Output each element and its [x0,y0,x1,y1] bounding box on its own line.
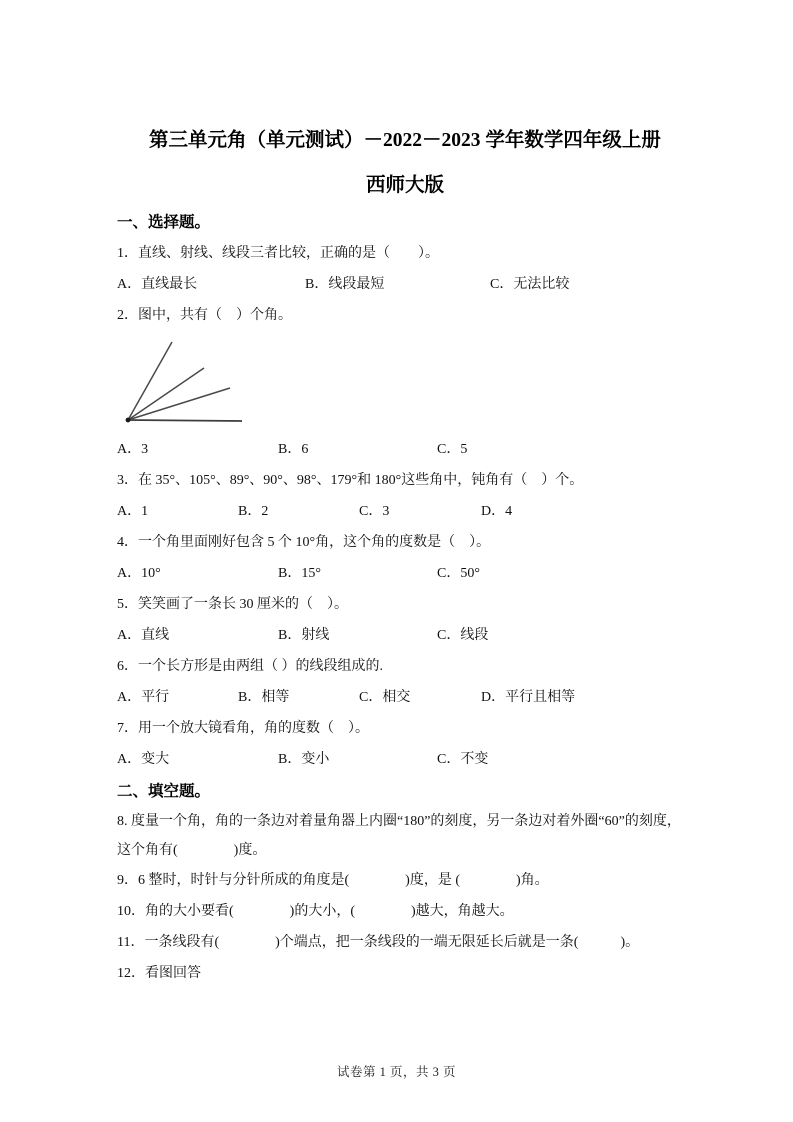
question-5-option-a: A．直线 [117,628,170,643]
question-8-line-1: 8. 度量一个角，角的一条边对着量角器上内圈“180”的刻度，另一条边对着外圈“60”的刻度， [117,814,681,829]
angle-figure-svg [117,336,252,428]
question-2-option-a: A．3 [117,442,149,457]
vertex-dot [126,418,131,423]
question-8-line-2: 这个角有( )度。 [117,843,267,858]
question-6-option-b: B．相等 [238,690,290,705]
question-9-text: 9．6 整时，时针与分针所成的角度是( )度，是 ( )角。 [117,873,549,888]
question-5-option-b: B．射线 [278,628,330,643]
question-4-text: 4．一个角里面刚好包含 5 个 10°角，这个角的度数是（ ）。 [117,535,491,550]
question-6-option-d: D．平行且相等 [481,690,576,705]
page-footer: 试卷第 1 页，共 3 页 [336,1065,456,1079]
question-4-options [117,558,693,589]
question-3-option-d: D．4 [481,504,513,519]
question-7-option-b: B．变小 [278,752,330,767]
question-3-text: 3．在 35°、105°、89°、90°、98°、179°和 180°这些角中，钝角有（ ）个。 [117,473,584,488]
title-line-1: 第三单元角（单元测试）－2022－2023 学年数学四年级上册 [149,130,661,151]
question-4-option-b: B．15° [278,566,321,581]
question-3-option-b: B．2 [238,504,269,519]
question-6-options [117,682,693,713]
question-6-option-c: C．相交 [359,690,411,705]
question-8-text [117,807,693,865]
question-3-option-a: A．1 [117,504,149,519]
question-5-text: 5．笑笑画了一条长 30 厘米的（ ）。 [117,597,348,612]
page-title [117,118,693,208]
question-3-options [117,496,693,527]
title-line-2: 西师大版 [365,175,444,196]
question-6-text: 6．一个长方形是由两组（ ）的线段组成的. [117,659,383,674]
ray-line-mid [128,368,204,420]
question-6-option-a: A．平行 [117,690,170,705]
question-7-options [117,744,693,775]
question-4-option-a: A．10° [117,566,161,581]
question-2-option-c: C．5 [437,442,468,457]
question-2-text: 2．图中，共有（ ）个角。 [117,308,292,323]
question-11-text: 11．一条线段有( )个端点，把一条线段的一端无限延长后就是一条( )。 [117,935,640,950]
question-4-option-c: C．50° [437,566,480,581]
question-7-option-a: A．变大 [117,752,170,767]
page-content [117,118,693,989]
question-1-option-b: B．线段最短 [305,277,385,292]
question-12-text: 12．看图回答 [117,966,201,981]
question-10-text: 10．角的大小要看( )的大小，( )越大，角越大。 [117,904,514,919]
question-1-text: 1．直线、射线、线段三者比较，正确的是（ ）。 [117,246,439,261]
question-7-text: 7．用一个放大镜看角，角的度数（ ）。 [117,721,369,736]
question-5-options [117,620,693,651]
ray-line-horizontal [128,420,242,421]
section-2-heading: 二、填空题。 [117,783,211,800]
question-7-option-c: C．不变 [437,752,489,767]
question-3-option-c: C．3 [359,504,390,519]
angle-figure [117,336,693,428]
question-2-options [117,434,693,465]
question-1-option-c: C．无法比较 [490,277,570,292]
question-2-option-b: B．6 [278,442,309,457]
question-1-options [117,269,693,300]
section-1-heading: 一、选择题。 [117,214,211,231]
question-1-option-a: A．直线最长 [117,277,198,292]
question-5-option-c: C．线段 [437,628,489,643]
